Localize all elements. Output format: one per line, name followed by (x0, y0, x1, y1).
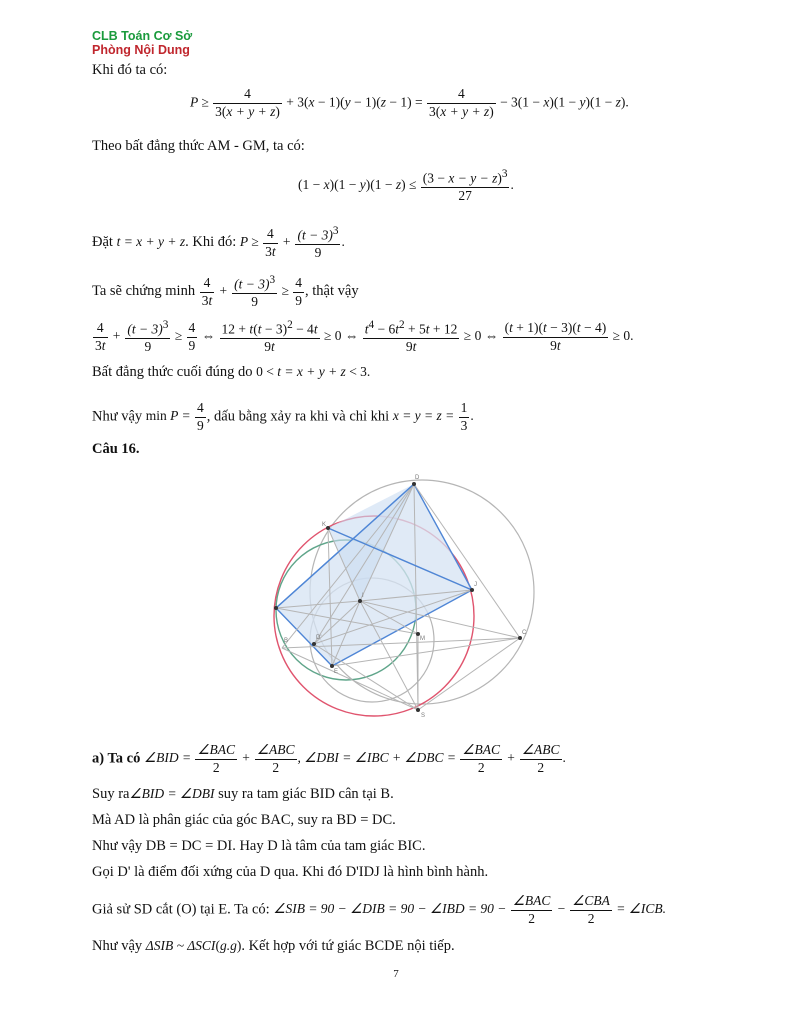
equation-chain: $\frac{4}{3t}$ + $\frac{(t - 3)^3}{9}$ ≥ $\frac{4}{9}$ ⇔ $\frac{12 + t(t - 3)^2 - 4t}{9t}$ ≥ 0 ⇔ $\frac{t^4 - 6t^2 + 5t + 12}{9t}$ ≥ 0 ⇔ $\frac{(t + 1)(t - 3)(t - 4)}{9t}$ ≥ 0. (95, 319, 634, 355)
label-s: S (421, 713, 426, 719)
club-name: CLB Toán Cơ Sở (92, 29, 193, 43)
equation-2: (1 − x)(1 − y)(1 − z) ≤ $\frac{(3 - x - y - z)^3}{27}$ . (298, 168, 514, 204)
point-d (412, 482, 416, 486)
label-dprime: D' (316, 635, 322, 641)
question-title: Câu 16. (92, 441, 140, 457)
page-number: 7 (393, 968, 399, 980)
prove-line: Ta sẽ chứng minh $\frac{4}{3t}$ + $\frac{(t - 3)^3}{9}$ ≥ $\frac{4}{9}$ , thật vậy (92, 274, 359, 310)
label-b: B (284, 638, 289, 644)
department-name: Phòng Nội Dung (92, 43, 190, 57)
amgm-line: Theo bất đẳng thức AM - GM, ta có: (92, 138, 305, 154)
conclusion-line: Như vậy min P = $\frac{4}{9}$ , dấu bằng xảy ra khi và chỉ khi x = y = z = $\frac{1}{3}$ . (92, 400, 474, 433)
label-k: K (322, 522, 327, 528)
label-d: D (415, 475, 420, 481)
intro-line: Khi đó ta có: (92, 62, 168, 78)
s6-line: Như vậy ΔSIB ~ ΔSCI(g.g). Kết hợp với tứ giác BCDE nội tiếp. (92, 938, 455, 954)
geometry-figure (262, 468, 538, 720)
part-a-line: a) Ta có ∠BID = $\frac{\text{∠BAC}}{2}$ + $\frac{\text{∠ABC}}{2}$ , ∠DBI = ∠IBC + ∠DBC = $\frac{\text{∠BAC}}{2}$ + $\frac{\text{∠ABC}}{2}$ . (92, 742, 566, 775)
label-j: J (474, 582, 477, 588)
label-i: I (362, 593, 364, 599)
s2-line: Mà AD là phân giác của góc BAC, suy ra BD = DC. (92, 812, 396, 828)
label-e: E (334, 669, 339, 675)
s4-line: Gọi D' là điểm đối xứng của D qua. Khi đó D'IDJ là hình bình hành. (92, 864, 489, 880)
point-s (416, 708, 420, 712)
label-c: C (522, 630, 527, 636)
label-m: M (420, 636, 425, 642)
set-t-line: Đặt t = x + y + z. Khi đó: P ≥ $\frac{4}{3t}$ + $\frac{(t - 3)^3}{9}$ . (92, 225, 345, 261)
s5-line: Giả sử SD cắt (O) tại E. Ta có: ∠SIB = 90 − ∠DIB = 90 − ∠IBD = 90 − $\frac{\text{∠BAC}}{2}$ − $\frac{\text{∠CBA}}{2}$ = ∠ICB. (92, 893, 666, 926)
s1-line: Suy ra∠BID = ∠DBI suy ra tam giác BID cân tại B. (92, 786, 394, 802)
last-ineq-line: Bất đẳng thức cuối đúng do 0 < t = x + y + z < 3. (92, 364, 371, 380)
point-j (470, 588, 474, 592)
s3-line: Như vậy DB = DC = DI. Hay D là tâm của tam giác BIC. (92, 838, 426, 854)
point-c (518, 636, 522, 640)
point-e (330, 664, 334, 668)
point-i (358, 599, 362, 603)
point-left (274, 606, 278, 610)
point-b (312, 642, 316, 646)
point-k (326, 526, 330, 530)
equation-1: P ≥ $\frac{4}{3(x + y + z)}$ + 3(x − 1)(y − 1)(z − 1) = $\frac{4}{3(x + y + z)}$ − 3(1 − x)(1 − y)(1 − z). (190, 86, 629, 119)
